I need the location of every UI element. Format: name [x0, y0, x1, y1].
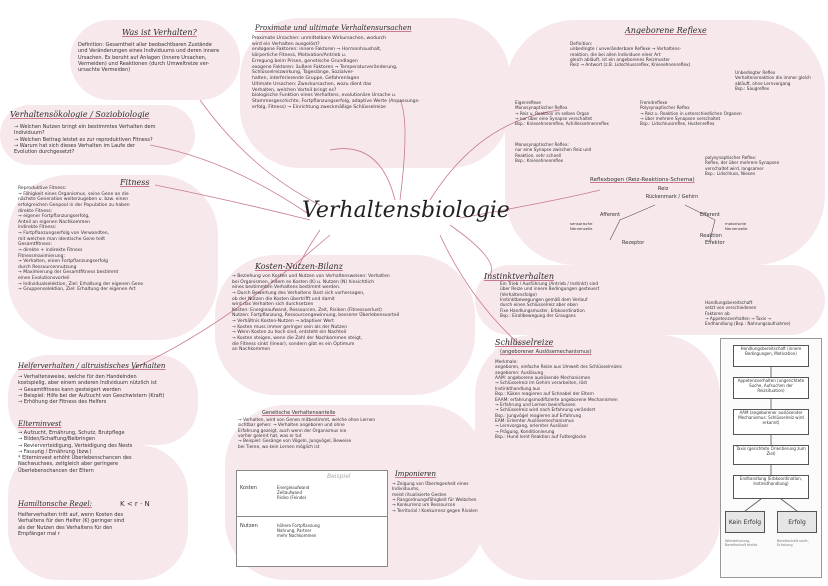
flow-erfolg-note: Bereitschaft sinkt, Erholung: [777, 539, 809, 547]
fitness-text: Reproduktive Fitness: → Fähigkeit eines Organismus, seine Gene an die nächste Generation weiterzugeben u. bzw. einen erfolgreichen Genpool in der Population zu haben direkte Fitness: → eigener Fortpflanzungserfolg, Anteil an eigenen Nachkommen indirekte Fitness: → Fortpflanzungserfolg von Verwandten, mit welchen man identische Gene teilt Gesamtfitness: → direkte + indirekte Fitness Fitnessmaximierung: → Verhalten, einen Fortpflanzungserfolg durch Ressourcennutzung → Maximierung der Gesamtfitness bestimmt einen Evolutionsvorteil → Individualselektion, Ziel: Erhaltung der eigenen Gene → Gruppenselektion, Ziel: Erhaltung der eigenen Art: [18, 186, 144, 293]
reflexbogen-reiz: Reiz: [658, 186, 669, 192]
reflexbogen-rezeptor: Rezeptor: [622, 240, 645, 246]
hamilton-heading: Hamiltonsche Regel:: [18, 500, 92, 508]
flow-endhandlung: Endhandlung (Erbkoordination, Instinkthandlung): [733, 475, 809, 499]
schluessel-sub: (angeborener Auslösemechanismus): [500, 349, 592, 355]
angeboren-heading: Angeborene Reflexe: [625, 26, 707, 35]
beispiel-divider: [237, 516, 387, 517]
flow-kein-erfolg-note: Wiederholung, Bereitschaft bleibt: [725, 539, 758, 547]
flow-appetenz: Appetenzverhalten (ungerichtete Suche, Aufsuchen der Reizsituation): [733, 377, 809, 399]
reflexbogen-afferent: Afferent: [600, 212, 621, 218]
flow-erfolg: Erfolg: [777, 511, 817, 533]
instinkt-heading: Instinktverhalten: [484, 272, 555, 281]
ursachen-text: Proximate Ursachen: unmittelbare Wirkursachen, wodurch wird ein Verhalten ausgelöst? endogene Faktoren: innere Faktoren → Hormonhaushalt, körperliche Fitness, Motivation/Antrieb u. Erregung beim Prisen, genetische Grundlagen exogene Faktoren: äußere Faktoren → Temperaturveränderung, Schlüsselreizwirkung, Tageslänge, Sozialver- halten, interferierende Gruppe, Gefahrenlagen Ultimate Ursachen: Zweckursachen, wozu dient das Verhalten, welchen Vorteil bringt es? biologische Funktion eines Verhaltens, evolutionäre Ursache u. Stammesgeschichte, Fortpflanzungserfolg, adaptive Werte (Anpassungs- erfolg, Fitness) → Einrichtung zweckmäßige Schlüsselreize: [252, 36, 420, 110]
reflexbogen-efferent: Efferent: [700, 212, 720, 218]
eigenreflexe-text: Eigenreflexe Monosynaptischer Reflex → Reiz u. Reaktion im selben Organ → nur über eine Synapse verschaltet Bsp.: Kniesehnenreflex, Achillessehnenreflex: [515, 100, 609, 126]
helfer-text: → Verhaltensweise, welche für den Handelnden kostspielig, aber einem anderen Individuum nützlich ist → Gesamtfitness kann gesteigert werden → Beispiel: Hilfe bei der Aufzucht von Geschwistern (Kraft) → Erhöhung der Fitness des Helfers: [18, 374, 165, 405]
flow-arrows: [721, 339, 821, 577]
hamilton-text: Helferverhalten tritt auf, wenn Kosten des Verhaltens für den Helfer (K) geringer sind als der Nutzen des Verhaltens für den Empfänger mal r: [18, 512, 125, 537]
imponieren-text: → Zeigung von Überlegenheit eines Individuums, meist ritualisierte Gesten → Rangordnungsfähigkeit für Weibchen → Konkurrenz um Ressourcen → Territorial / Konkurrenz gegen Rivalen: [392, 482, 478, 514]
polysynaptisch-text: polysynaptischer Reflex: Reflex, der über mehrere Synapsen verschaltet wird, langsamer Bsp.: Lidschluss, Niesen: [705, 155, 780, 176]
kosten-nutzen-heading: Kosten-Nutzen-Bilanz: [255, 262, 343, 271]
flow-handlungsbereitschaft: Handlungsbereitschaft (innere Bedingungen, Motivation): [733, 345, 809, 367]
soziobiologie-text: → Welchen Nutzen bringt ein bestimmtes Verhalten dem Individuum? → Welchen Beitrag leistet es zur reproduktiven Fitness? → Warum hat sich dieses Verhalten im Laufe der Evolution durchgesetzt?: [14, 124, 156, 155]
beispiel-row-kosten-value: Energieaufwand Zeitaufwand Risiko (Feinde): [277, 485, 310, 500]
beispiel-row-nutzen-value: höhere Fortpflanzung Nahrung, Partner mehr Nachkommen: [277, 523, 320, 538]
reflexbogen-reaktion: Reaktion: [700, 233, 722, 239]
schluessel-text: Merkmale: angeboren, einfache Reize aus Umwelt des Schlüsselreizes angeboren: Auslösung AAM: angeborene auslösende Mechanismen → Schlüsselreiz im Gehirn verarbeiten, löst Instinkthandlung aus Bsp.: Küken reagieren auf Schnabel der Eltern EAAM: erfahrungsmodifizierte angeborene Mechanismen → Erfahrung und Lernen beeinflussen → Schlüsselreiz wird nach Erfahrung verändert Bsp.: Jungvögel reagieren auf Erfahrung EAM: Erlernter Auslösemechanismus → Lernvorgang, erlernter Auslöser → Prägung, Konditionierung Bsp.: Hund lernt Reaktion auf Futterglocke: [495, 360, 622, 441]
reflexbogen-effektor: Effektor: [705, 240, 725, 246]
hamilton-formula: K < r · N: [120, 500, 150, 508]
reflexbogen-heading: Reflexbogen (Reiz-Reaktions-Schema): [590, 177, 695, 183]
was-ist-verhalten-text: Definition: Gesamtheit aller beobachtbaren Zustände und Veränderungen eines Individuums und deren innere Ursachen. Es beruht auf Anlagen (innere Ursachen, Vermeiden) und Reaktionen (durch Umweltreize ver- ursachte Vermeiden): [78, 42, 220, 73]
instinkt-handlung: Handlungsbereitschaft setzt von verschiedenen Faktoren ab → Appetenzverhalten → Taxis → Endhandlung (Bsp.: Nahrungsaufnahme): [705, 300, 791, 326]
beispiel-row-nutzen-key: Nutzen: [240, 523, 258, 529]
imponieren-heading: Imponieren: [395, 470, 436, 478]
beispiel-row-kosten-key: Kosten: [240, 485, 257, 491]
instinkt-flowchart: [720, 338, 822, 578]
was-ist-verhalten-heading: Was ist Verhalten?: [122, 28, 197, 37]
genetik-text: → Verhalten, wird von Genen mitbestimmt, welche ohne Lernen sichtbar gehen: → Verhalten angeboren und ohne Erfahrung gezeigt, auch wenn der Organismus nie vorher gelernt hat, was er tut → Beispiel: Gesänge von Vögeln, Jungvögel, Beweise bei Tieren, wo kein Lernen möglich ist: [238, 418, 376, 450]
flow-taxis: Taxis (gerichtete Orientierung zum Ziel): [733, 445, 809, 465]
helfer-heading: Helferverhalten / altruistisches Verhalten: [18, 362, 166, 370]
fremdreflexe-text: Fremdreflexe Polysynaptischer Reflex → Reiz u. Reaktion in unterschiedlichen Organen → über mehrere Synapsen verschaltet Bsp.: Lidschlussreflex, Hustenreflex: [640, 100, 742, 126]
unbedingt-text: Unbedingter Reflex Verhaltensreaktion die immer gleich abläuft, ohne Lernvorgang Bsp.: Saugreflex: [735, 70, 811, 91]
beispiel-table: [236, 470, 388, 567]
eltern-text: → Aufzucht, Ernährung, Schutz, Brutpflege → Bilden/Schaffung/Beibringen → Revierverteidigung, Verteidigung des Nests → Fassung / Ernährung (bzw.) * Elterninvest erhöht Überlebenschancen des Nachwuchses, zeitgleich aber geringere Überlebenschancen der Eltern: [18, 430, 133, 474]
kosten-nutzen-text: → Beziehung von Kosten und Nutzen von Verhaltensweisen: Verhalten bei Organismen, indem es Kosten (K) u. Nutzen (N) hinsichtlich eines bestimmten Verhaltens bestimmt werden. → Durch Bewertung des Verhaltens lässt sich vorhersagen, ob der Nutzen die Kosten übertrifft und damit wird das Verhalten sich durchsetzen Kosten: Energieaufwand, Ressourcen, Zeit, Risiken (Fitnessverlust) Nutzen: Fortpflanzung, Ressourcengewinnung, besserer Überlebensvorteil → Verhältnis Kosten-Nutzen → adaptiver Wert → Kosten muss immer geringer sein als der Nutzen → Wenn Kosten zu hoch sind, entsteht ein Nachteil → Kosten steigen, wenn die Zahl der Nachkommen steigt, die Fitness sinkt (linear), sondern gibt es ein Optimum an Nachkommen: [232, 274, 400, 353]
reflexbogen-rueckenmark: Rückenmark / Gehirn: [645, 194, 699, 200]
angeboren-text: Definition: unbedingte / unveränderbare Reflexe → Verhaltens- reaktion, die bei allen Individuen einer Art gleich abläuft, ist ein angeborenes Reizmuster Reiz → Antwort (z.B. Lidschlussreflex, Kniesehnenreflex): [570, 42, 691, 69]
flow-kein-erfolg: Kein Erfolg: [725, 511, 765, 533]
reflexbogen-sensorisch: sensorische Nervenzelle: [570, 221, 593, 231]
main-title: Verhaltensbiologie: [302, 198, 510, 223]
genetik-heading: Genetische Verhaltensanteile: [262, 410, 336, 416]
soziobiologie-heading: Verhaltensökologie / Soziobiologie: [10, 110, 150, 119]
eltern-heading: Elterninvest: [18, 420, 62, 428]
flow-aam: AAM (angeborener auslösender Mechanismus: Schlüsselreiz wird erkannt): [733, 409, 809, 435]
fitness-heading: Fitness: [120, 178, 150, 187]
schluessel-heading: Schlüsselreize: [495, 338, 554, 347]
ursachen-heading: Proximate und ultimate Verhaltensursachen: [255, 24, 412, 32]
reflexbogen-motorisch: motorische Nervenzelle: [725, 221, 748, 231]
instinkt-text: Ein Trieb / Ausführung (Antrieb / Instinkt) sind über Reize und innere Bedingungen gesteuert (Verhaltensfolge) Instinktbewegungen gemäß dem Verlauf durch einen Schlüsselreiz aber eben Fixe Handlungsmuster, Erbkoordination Bsp.: Eirollbewegung der Graugans: [500, 282, 600, 320]
beispiel-label: Beispiel: [327, 473, 351, 480]
monosynaptisch-text: Monosynaptischer Reflex: nur eine Synapse zwischen Reiz und Reaktion, sehr schnell Bsp.: Kniesehnenreflex: [515, 142, 592, 163]
